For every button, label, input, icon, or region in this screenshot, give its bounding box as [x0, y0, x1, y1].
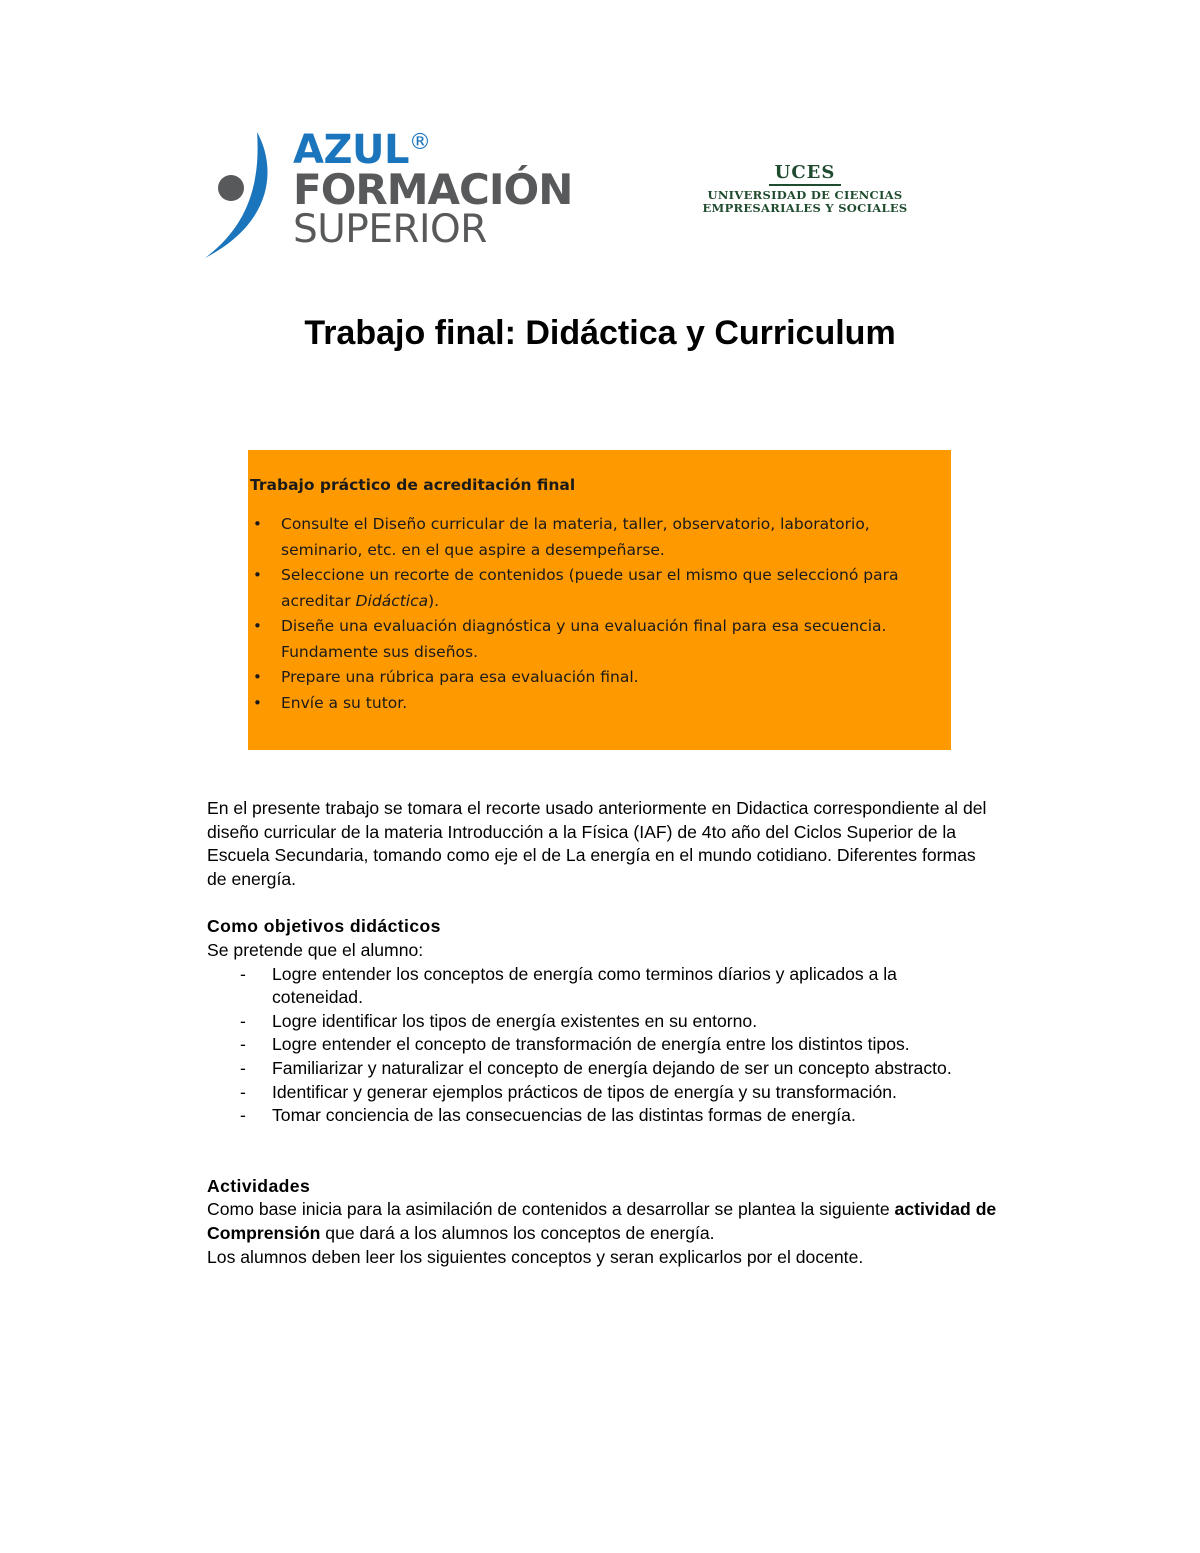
uces-logo: [690, 162, 920, 215]
assignment-item: [250, 614, 941, 665]
activities-paragraph-1: [207, 1198, 997, 1245]
azul-line-2: FORMACIÓN: [293, 165, 573, 214]
assignment-item: [250, 691, 941, 717]
activities-paragraph-2: Los alumnos deben leer los siguientes conceptos y seran explicarlos por el docente.: [207, 1246, 864, 1267]
objective-text: Tomar conciencia de las consecuencias de las distintas formas de energía.: [272, 1105, 856, 1126]
section-spacer: [207, 1128, 997, 1175]
document-title: Trabajo final: Didáctica y Curriculum: [304, 314, 896, 352]
assignment-item-text: Diseñe una evaluación diagnóstica y una evaluación final para esa secuencia. Fundamente sus diseños.: [281, 617, 887, 661]
uces-line-1: UNIVERSIDAD DE CIENCIAS: [707, 188, 903, 202]
azul-wordmark: [293, 127, 573, 252]
dash-marker: -: [240, 1034, 246, 1055]
objective-text: Identificar y generar ejemplos prácticos de tipos de energía y su transformación.: [272, 1081, 897, 1102]
azul-swoosh-icon: [205, 128, 295, 263]
assignment-item-text: Envíe a su tutor.: [281, 693, 408, 712]
assignment-item: [250, 512, 941, 563]
objective-text: Logre identificar los tipos de energía existentes en su entorno.: [272, 1010, 758, 1031]
objective-text: Familiarizar y naturalizar el concepto de energía dejando de ser un concepto abstracto.: [272, 1057, 952, 1078]
azul-line-1: [293, 127, 572, 173]
objective-item: [207, 1104, 982, 1128]
objective-item: [207, 1033, 982, 1057]
bullet-icon: •: [253, 515, 262, 533]
assignment-item: [250, 665, 941, 691]
dash-marker: -: [240, 1105, 246, 1126]
bullet-icon: •: [253, 617, 262, 635]
azul-line-3: SUPERIOR: [293, 207, 487, 252]
assignment-item-text: Prepare una rúbrica para esa evaluación final.: [281, 668, 639, 686]
bullet-icon: •: [253, 693, 262, 712]
objective-item: [207, 1081, 982, 1105]
objective-text: Logre entender el concepto de transformación de energía entre los distintos tipos.: [272, 1034, 910, 1055]
activities-p1-end: que dará a los alumnos los conceptos de energía.: [320, 1222, 715, 1243]
uces-acronym: UCES: [769, 162, 842, 186]
objectives-lead: Se pretende que el alumno:: [207, 939, 424, 960]
activities-p1-start: Como base inicia para la asimilación de contenidos a desarrollar se plantea la siguiente: [207, 1199, 895, 1220]
assignment-item-text-end: ).: [428, 591, 440, 610]
objective-item: [207, 1010, 982, 1034]
objectives-list: [207, 963, 997, 1128]
dash-marker: -: [240, 1010, 246, 1031]
azul-word: AZUL: [293, 127, 409, 173]
assignment-heading: Trabajo práctico de acreditación final: [250, 476, 576, 494]
activities-p1-bold: actividad de Comprensión: [207, 1199, 997, 1243]
objective-text: Logre entender los conceptos de energía como terminos díarios y aplicados a la coteneidad.: [272, 963, 897, 1008]
bullet-icon: •: [253, 668, 262, 686]
assignment-list: [250, 512, 941, 716]
assignment-item-text: Consulte el Diseño curricular de la materia, taller, observatorio, laboratorio, seminario, etc. en el que aspire a desempeñarse.: [281, 515, 870, 559]
objective-item: [207, 963, 982, 1010]
assignment-item: [250, 563, 941, 614]
uces-line-2: EMPRESARIALES Y SOCIALES: [702, 201, 908, 215]
activities-heading: Actividades: [207, 1175, 311, 1196]
bullet-icon: •: [253, 566, 262, 584]
registered-mark: ®: [408, 130, 431, 155]
objectives-heading: Como objetivos didácticos: [207, 916, 441, 937]
assignment-box: [248, 450, 951, 750]
azul-formacion-superior-logo: [205, 127, 573, 263]
document-body: [207, 797, 997, 1269]
dash-marker: -: [240, 1081, 246, 1102]
dash-marker: -: [240, 963, 246, 984]
intro-paragraph: En el presente trabajo se tomara el recorte usado anteriormente en Didactica correspondiente al del diseño curricular de la materia Introducción a la Física (IAF) de 4to año del Ciclos Superior de la Escuela Secundaria, tomando como eje el de La energía en el mundo cotidiano. Diferentes formas de energía.: [207, 798, 987, 889]
assignment-item-text: Seleccione un recorte de contenidos (puede usar el mismo que seleccionó para acreditar: [281, 566, 899, 610]
objective-item: [207, 1057, 982, 1081]
assignment-item-italic: Didáctica: [355, 591, 429, 610]
dash-marker: -: [240, 1057, 246, 1078]
